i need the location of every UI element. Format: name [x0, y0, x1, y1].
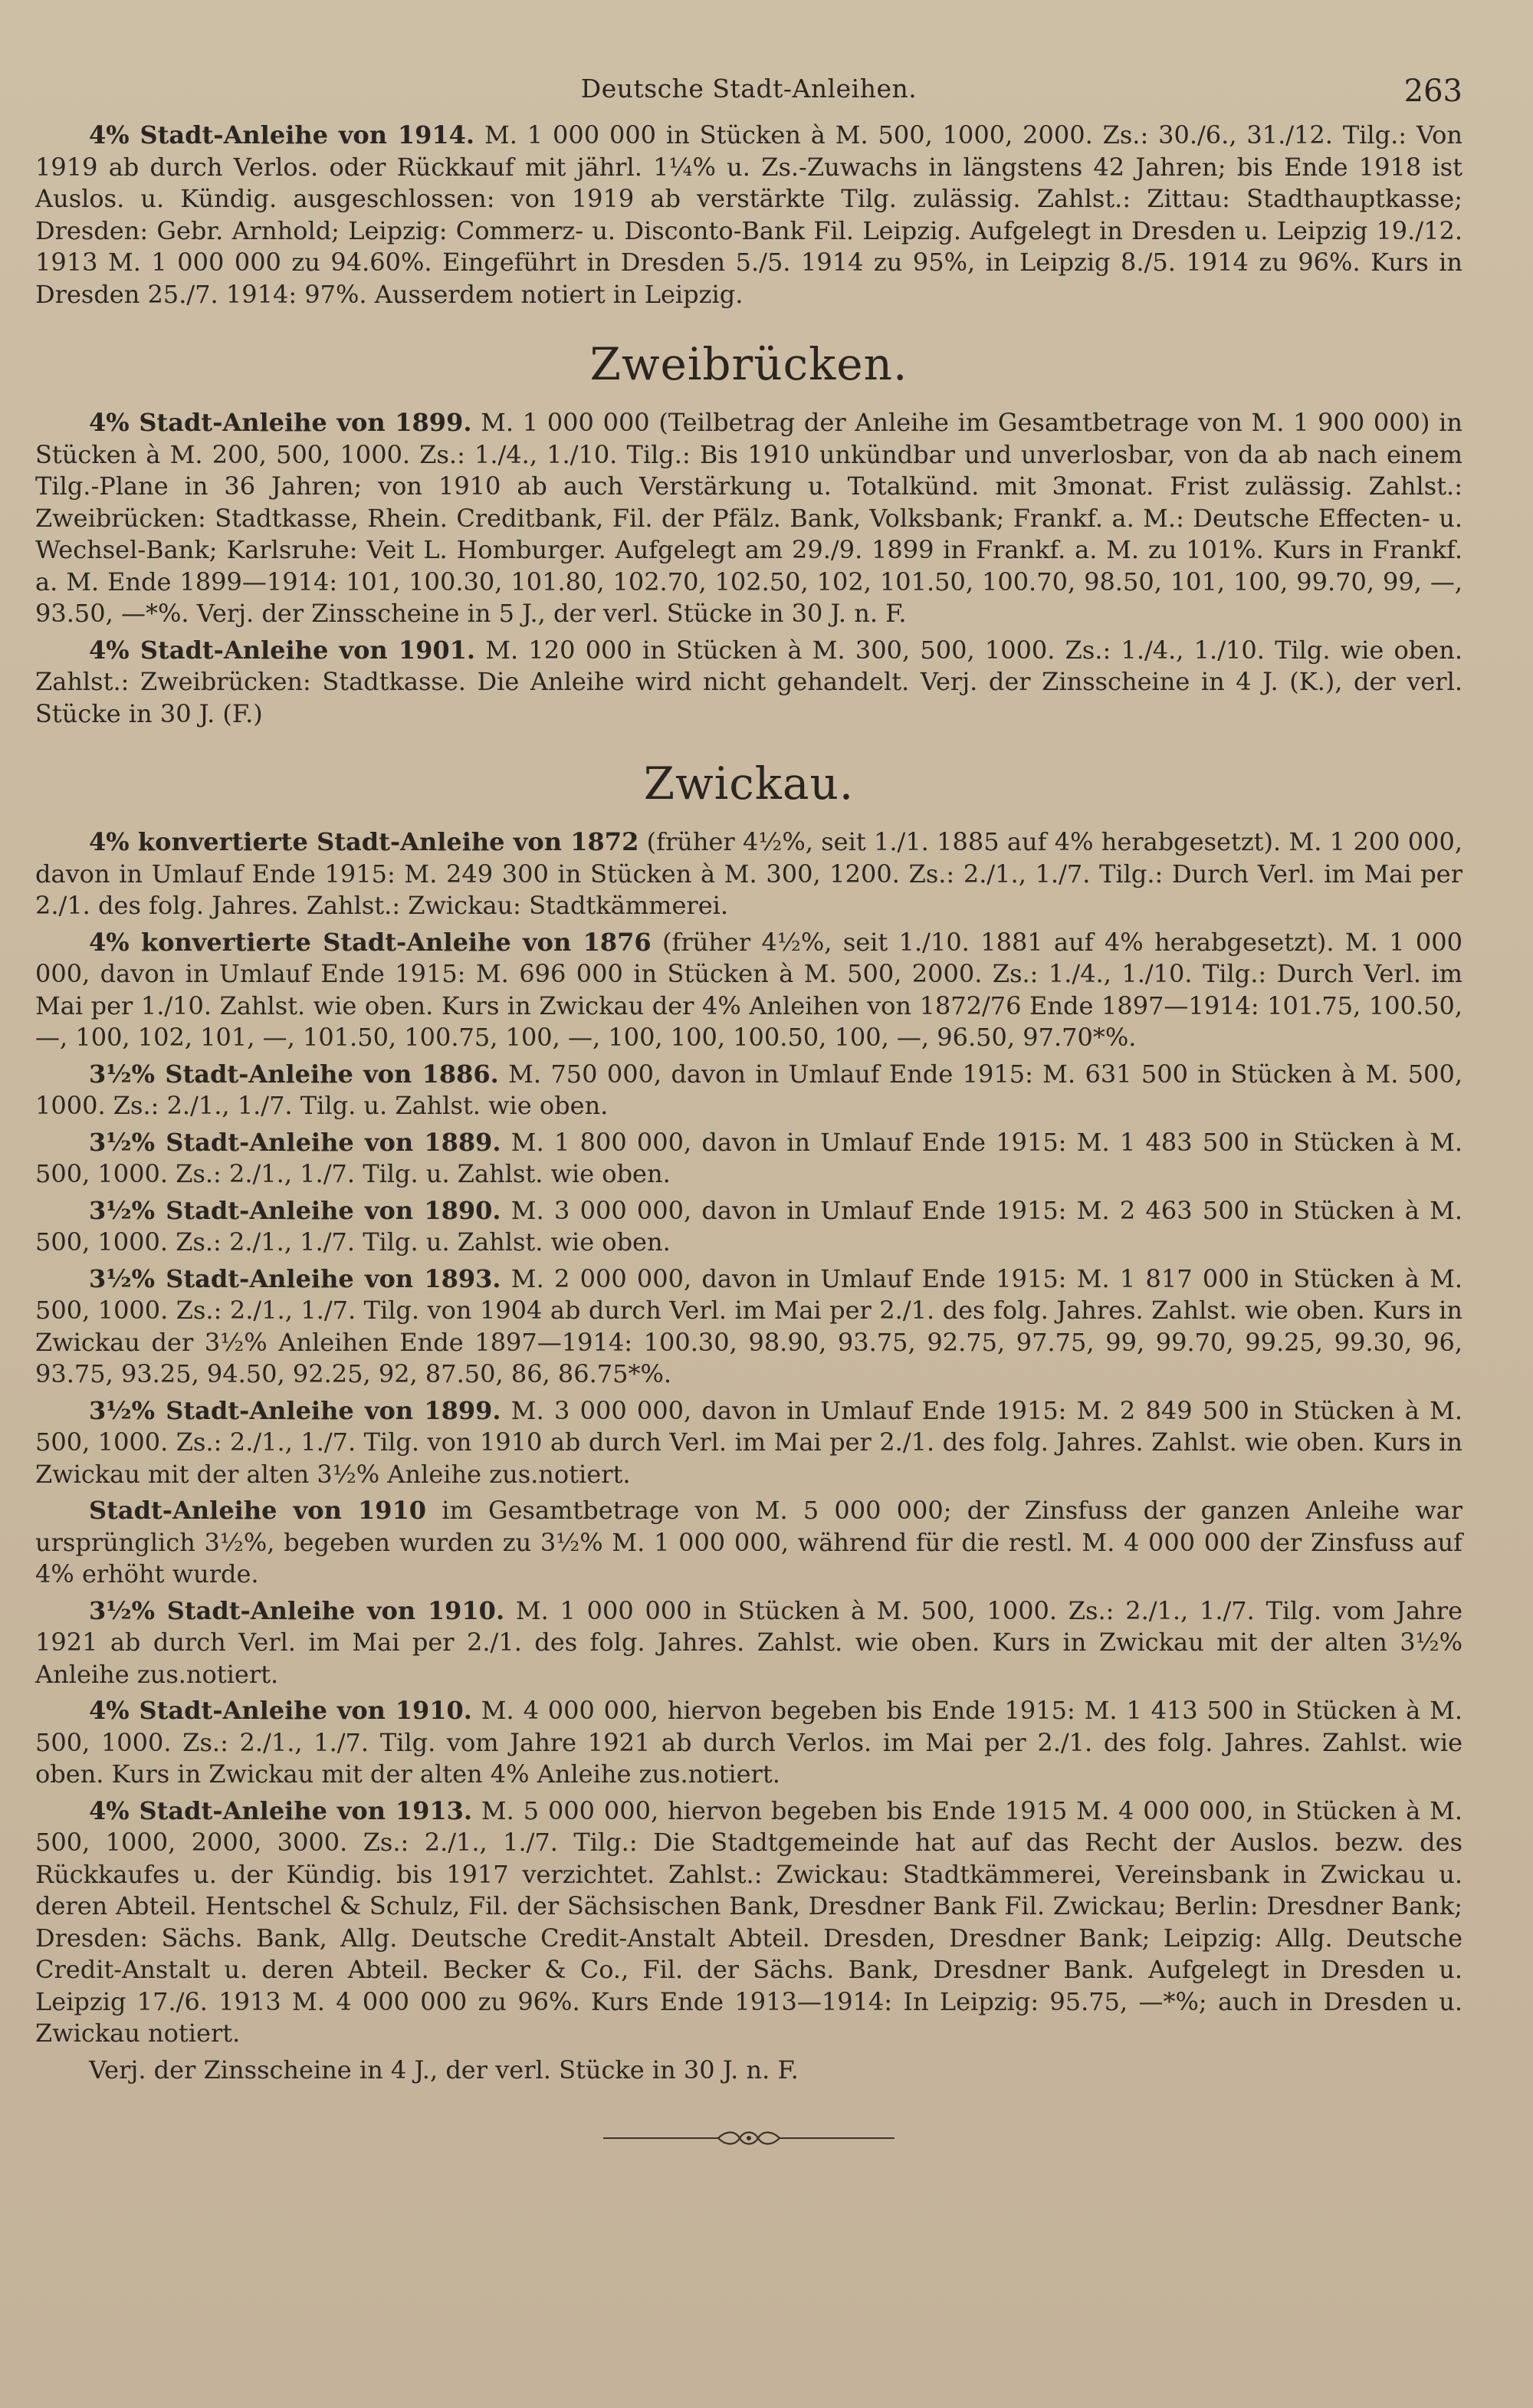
entry-heading: 4% Stadt-Anleihe von 1899. [89, 408, 472, 437]
entry-text: M. 2 000 000, davon in Umlauf Ende 1915: M. 1 817 000 in Stücken à M. 500, 1000. Zs.: 2./1., 1./7. Tilg. von 1904 ab durch Verl. im Mai per 2./1. des folg. Jahres. Zahlst. wie oben. Kurs in Zwickau der 3½% Anleihen Ende 1897—1914: 100.30, 98.90, 93.75, 92.75, 97.75, 99, 99.70, 99.25, 99.30, 96, 93.75, 93.25, 94.50, 92.25, 92, 87.50, 86, 86.75*%. [35, 1263, 1463, 1388]
entry-paragraph [35, 120, 1462, 310]
zwickau-entry-1889 [35, 1127, 1462, 1191]
entry-paragraph [35, 407, 1462, 630]
entry-text: im Gesamtbetrage von M. 5 000 000; der Zinsfuss der ganzen Anleihe war ursprünglich 3½%, begeben wurden zu 3½% M. 1 000 000, während für die restl. M. 4 000 000 der Zinsfuss auf 4% erhöht wurde. [35, 1496, 1462, 1588]
zwickau-entry-verjaehrung [35, 2055, 1462, 2087]
entry-paragraph [35, 1495, 1462, 1591]
entry-text: M. 1 000 000 (Teilbetrag der Anleihe im Gesamtbetrage von M. 1 900 000) in Stücken à M. 200, 500, 1000. Zs.: 1./4., 1./10. Tilg.: Bis 1910 unkündbar und unverlosbar, von da ab nach einem Tilg.-Plane in 36 Jahren; von 1910 ab auch Verstärkung u. Totalkünd. mit 3monat. Frist zulässig. Zahlst.: Zweibrücken: Stadtkasse, Rhein. Creditbank, Fil. der Pfälz. Bank, Volksbank; Frankf. a. M.: Deutsche Effecten- u. Wechsel-Bank; Karlsruhe: Veit L. Homburger. Aufgelegt am 29./9. 1899 in Frankf. a. M. zu 101%. Kurs in Frankf. a. M. Ende 1899—1914: 101, 100.30, 101.80, 102.70, 102.50, 102, 101.50, 100.70, 98.50, 101, 100, 99.70, 99, —, 93.50, —*%. Verj. der Zinsscheine in 5 J., der verl. Stücke in 30 J. n. F. [35, 408, 1463, 628]
entry-text: (früher 4½%, seit 1./10. 1881 auf 4% herabgesetzt). M. 1 000 000, davon in Umlauf Ende 1915: M. 696 000 in Stücken à M. 500, 2000. Zs.: 1./4., 1./10. Tilg.: Durch Verl. im Mai per 1./10. Zahlst. wie oben. Kurs in Zwickau der 4% Anleihen von 1872/76 Ende 1897—1914: 101.75, 100.50, —, 100, 102, 101, —, 101.50, 100.75, 100, —, 100, 100, 100.50, 100, —, 96.50, 97.70*%. [35, 927, 1462, 1052]
zwickau-entry-1886 [35, 1059, 1462, 1122]
entry-text: M. 4 000 000, hiervon begeben bis Ende 1915: M. 1 413 500 in Stücken à M. 500, 1000. Zs.: 2./1., 1./7. Tilg. vom Jahre 1921 ab durch Verlos. im Mai per 2./1. des folg. Jahres. Zahlst. wie oben. Kurs in Zwickau mit der alten 4% Anleihe zus.notiert. [35, 1696, 1463, 1789]
entry-text: M. 3 000 000, davon in Umlauf Ende 1915: M. 2 463 500 in Stücken à M. 500, 1000. Zs.: 2./1., 1./7. Tilg. u. Zahlst. wie oben. [35, 1195, 1463, 1257]
entry-text: M. 120 000 in Stücken à M. 300, 500, 1000. Zs.: 1./4., 1./10. Tilg. wie oben. Zahlst.: Zweibrücken: Stadtkasse. Die Anleihe wird nicht gehandelt. Verj. der Zinsscheine in 4 J. (K.), der verl. Stücke in 30 J. (F.) [35, 635, 1463, 728]
entry-paragraph [35, 1263, 1462, 1391]
entry-heading: 3½% Stadt-Anleihe von 1890. [89, 1195, 501, 1225]
zweibruecken-entry-1901 [35, 635, 1462, 731]
entry-heading: 4% Stadt-Anleihe von 1913. [89, 1795, 473, 1825]
entry-heading: Stadt-Anleihe von 1910 [89, 1496, 427, 1525]
city-heading-zwickau: Zwickau. [643, 757, 855, 810]
entry-text: M. 750 000, davon in Umlauf Ende 1915: M. 631 500 in Stücken à M. 500, 1000. Zs.: 2./1., 1./7. Tilg. u. Zahlst. wie oben. [35, 1059, 1463, 1120]
running-title: Deutsche Stadt-Anleihen. [580, 74, 918, 103]
city-heading-zweibruecken: Zweibrücken. [589, 338, 908, 390]
zwickau-entry-1899 [35, 1395, 1462, 1491]
entry-paragraph [35, 1595, 1462, 1691]
entry-heading: 3½% Stadt-Anleihe von 1899. [89, 1395, 501, 1425]
zwickau-entry-1910-total [35, 1495, 1462, 1591]
entry-text: Verj. der Zinsscheine in 4 J., der verl. Stücke in 30 J. n. F. [89, 2055, 799, 2084]
entry-heading: 4% Stadt-Anleihe von 1914. [89, 120, 475, 149]
entry-paragraph [35, 1195, 1462, 1259]
entry-heading: 4% konvertierte Stadt-Anleihe von 1872 [89, 827, 639, 856]
entry-paragraph [35, 1127, 1462, 1191]
entry-paragraph [35, 2055, 1462, 2087]
entry-paragraph [35, 1395, 1462, 1491]
zwickau-entry-1893 [35, 1263, 1462, 1391]
entry-text: M. 5 000 000, hiervon begeben bis Ende 1915 M. 4 000 000, in Stücken à M. 500, 1000, 2000, 3000. Zs.: 2./1., 1./7. Tilg.: Die Stadtgemeinde hat auf das Recht der Auslos. bezw. des Rückkaufes u. der Kündig. bis 1917 verzichtet. Zahlst.: Zwickau: Stadtkämmerei, Vereinsbank in Zwickau u. deren Abteil. Hentschel & Schulz, Fil. der Sächsischen Bank, Dresdner Bank Fil. Zwickau; Berlin: Dresdner Bank; Dresden: Sächs. Bank, Allg. Deutsche Credit-Anstalt Abteil. Dresden, Dresdner Bank; Leipzig: Allg. Deutsche Credit-Anstalt u. deren Abteil. Becker & Co., Fil. der Sächs. Bank, Dresdner Bank. Aufgelegt in Dresden u. Leipzig 17./6. 1913 M. 4 000 000 zu 96%. Kurs Ende 1913—1914: In Leipzig: 95.75, —*%; auch in Dresden u. Zwickau notiert. [35, 1795, 1463, 2048]
entry-heading: 3½% Stadt-Anleihe von 1893. [89, 1263, 501, 1293]
zwickau-entry-1876 [35, 927, 1462, 1054]
entry-paragraph [35, 826, 1462, 922]
zweibruecken-entry-1899 [35, 407, 1462, 630]
entry-paragraph [35, 927, 1462, 1054]
entry-heading: 3½% Stadt-Anleihe von 1886. [89, 1059, 499, 1089]
ornament-rule-icon [603, 2129, 895, 2147]
zwickau-entry-1910-3-5 [35, 1595, 1462, 1691]
entry-paragraph [35, 1059, 1462, 1122]
entry-heading: 4% Stadt-Anleihe von 1910. [89, 1696, 472, 1725]
entry-text: M. 1 000 000 in Stücken à M. 500, 1000, 2000. Zs.: 30./6., 31./12. Tilg.: Von 1919 ab durch Verlos. oder Rückkauf mit jährl. 1¼% u. Zs.-Zuwachs in längstens 42 Jahren; bis Ende 1918 ist Auslos. u. Kündig. ausgeschlossen: von 1919 ab verstärkte Tilg. zulässig. Zahlst.: Zittau: Stadthauptkasse; Dresden: Gebr. Arnhold; Leipzig: Commerz- u. Disconto-Bank Fil. Leipzig. Aufgelegt in Dresden u. Leipzig 19./12. 1913 M. 1 000 000 zu 94.60%. Eingeführt in Dresden 5./5. 1914 zu 95%, in Leipzig 8./5. 1914 zu 96%. Kurs in Dresden 25./7. 1914: 97%. Ausserdem notiert in Leipzig. [35, 120, 1463, 309]
entry-heading: 3½% Stadt-Anleihe von 1910. [89, 1595, 505, 1625]
page-number: 263 [1403, 74, 1462, 109]
zwickau-entry-1872 [35, 826, 1462, 922]
end-ornament [35, 2129, 1462, 2147]
zwickau-entry-1913 [35, 1795, 1462, 2050]
zwickau-entry-1910-4 [35, 1695, 1462, 1791]
entry-text: M. 3 000 000, davon in Umlauf Ende 1915: M. 2 849 500 in Stücken à M. 500, 1000. Zs.: 2./1., 1./7. Tilg. von 1910 ab durch Verl. im Mai per 2./1. des folg. Jahres. Zahlst. wie oben. Kurs in Zwickau mit der alten 3½% Anleihe zus.notiert. [35, 1395, 1463, 1489]
entry-text: M. 1 000 000 in Stücken à M. 500, 1000. Zs.: 2./1., 1./7. Tilg. vom Jahre 1921 ab durch Verl. im Mai per 2./1. des folg. Jahres. Zahlst. wie oben. Kurs in Zwickau mit der alten 3½% Anleihe zus.notiert. [35, 1595, 1463, 1689]
entry-paragraph [35, 1695, 1462, 1791]
page-header [35, 74, 1462, 120]
entry-heading: 4% konvertierte Stadt-Anleihe von 1876 [89, 927, 652, 957]
entry-text: (früher 4½%, seit 1./1. 1885 auf 4% herabgesetzt). M. 1 200 000, davon in Umlauf Ende 1915: M. 249 300 in Stücken à M. 300, 1200. Zs.: 2./1., 1./7. Tilg.: Durch Verl. im Mai per 2./1. des folg. Jahres. Zahlst.: Zwickau: Stadtkämmerei. [35, 827, 1463, 920]
entry-paragraph [35, 1795, 1462, 2050]
entry-text: M. 1 800 000, davon in Umlauf Ende 1915: M. 1 483 500 in Stücken à M. 500, 1000. Zs.: 2./1., 1./7. Tilg. u. Zahlst. wie oben. [35, 1127, 1463, 1188]
entry-paragraph [35, 635, 1462, 731]
entry-heading: 4% Stadt-Anleihe von 1901. [89, 635, 476, 665]
entry-heading: 3½% Stadt-Anleihe von 1889. [89, 1127, 501, 1157]
zwickau-entry-1890 [35, 1195, 1462, 1259]
zittau-entry-1914 [35, 120, 1462, 310]
